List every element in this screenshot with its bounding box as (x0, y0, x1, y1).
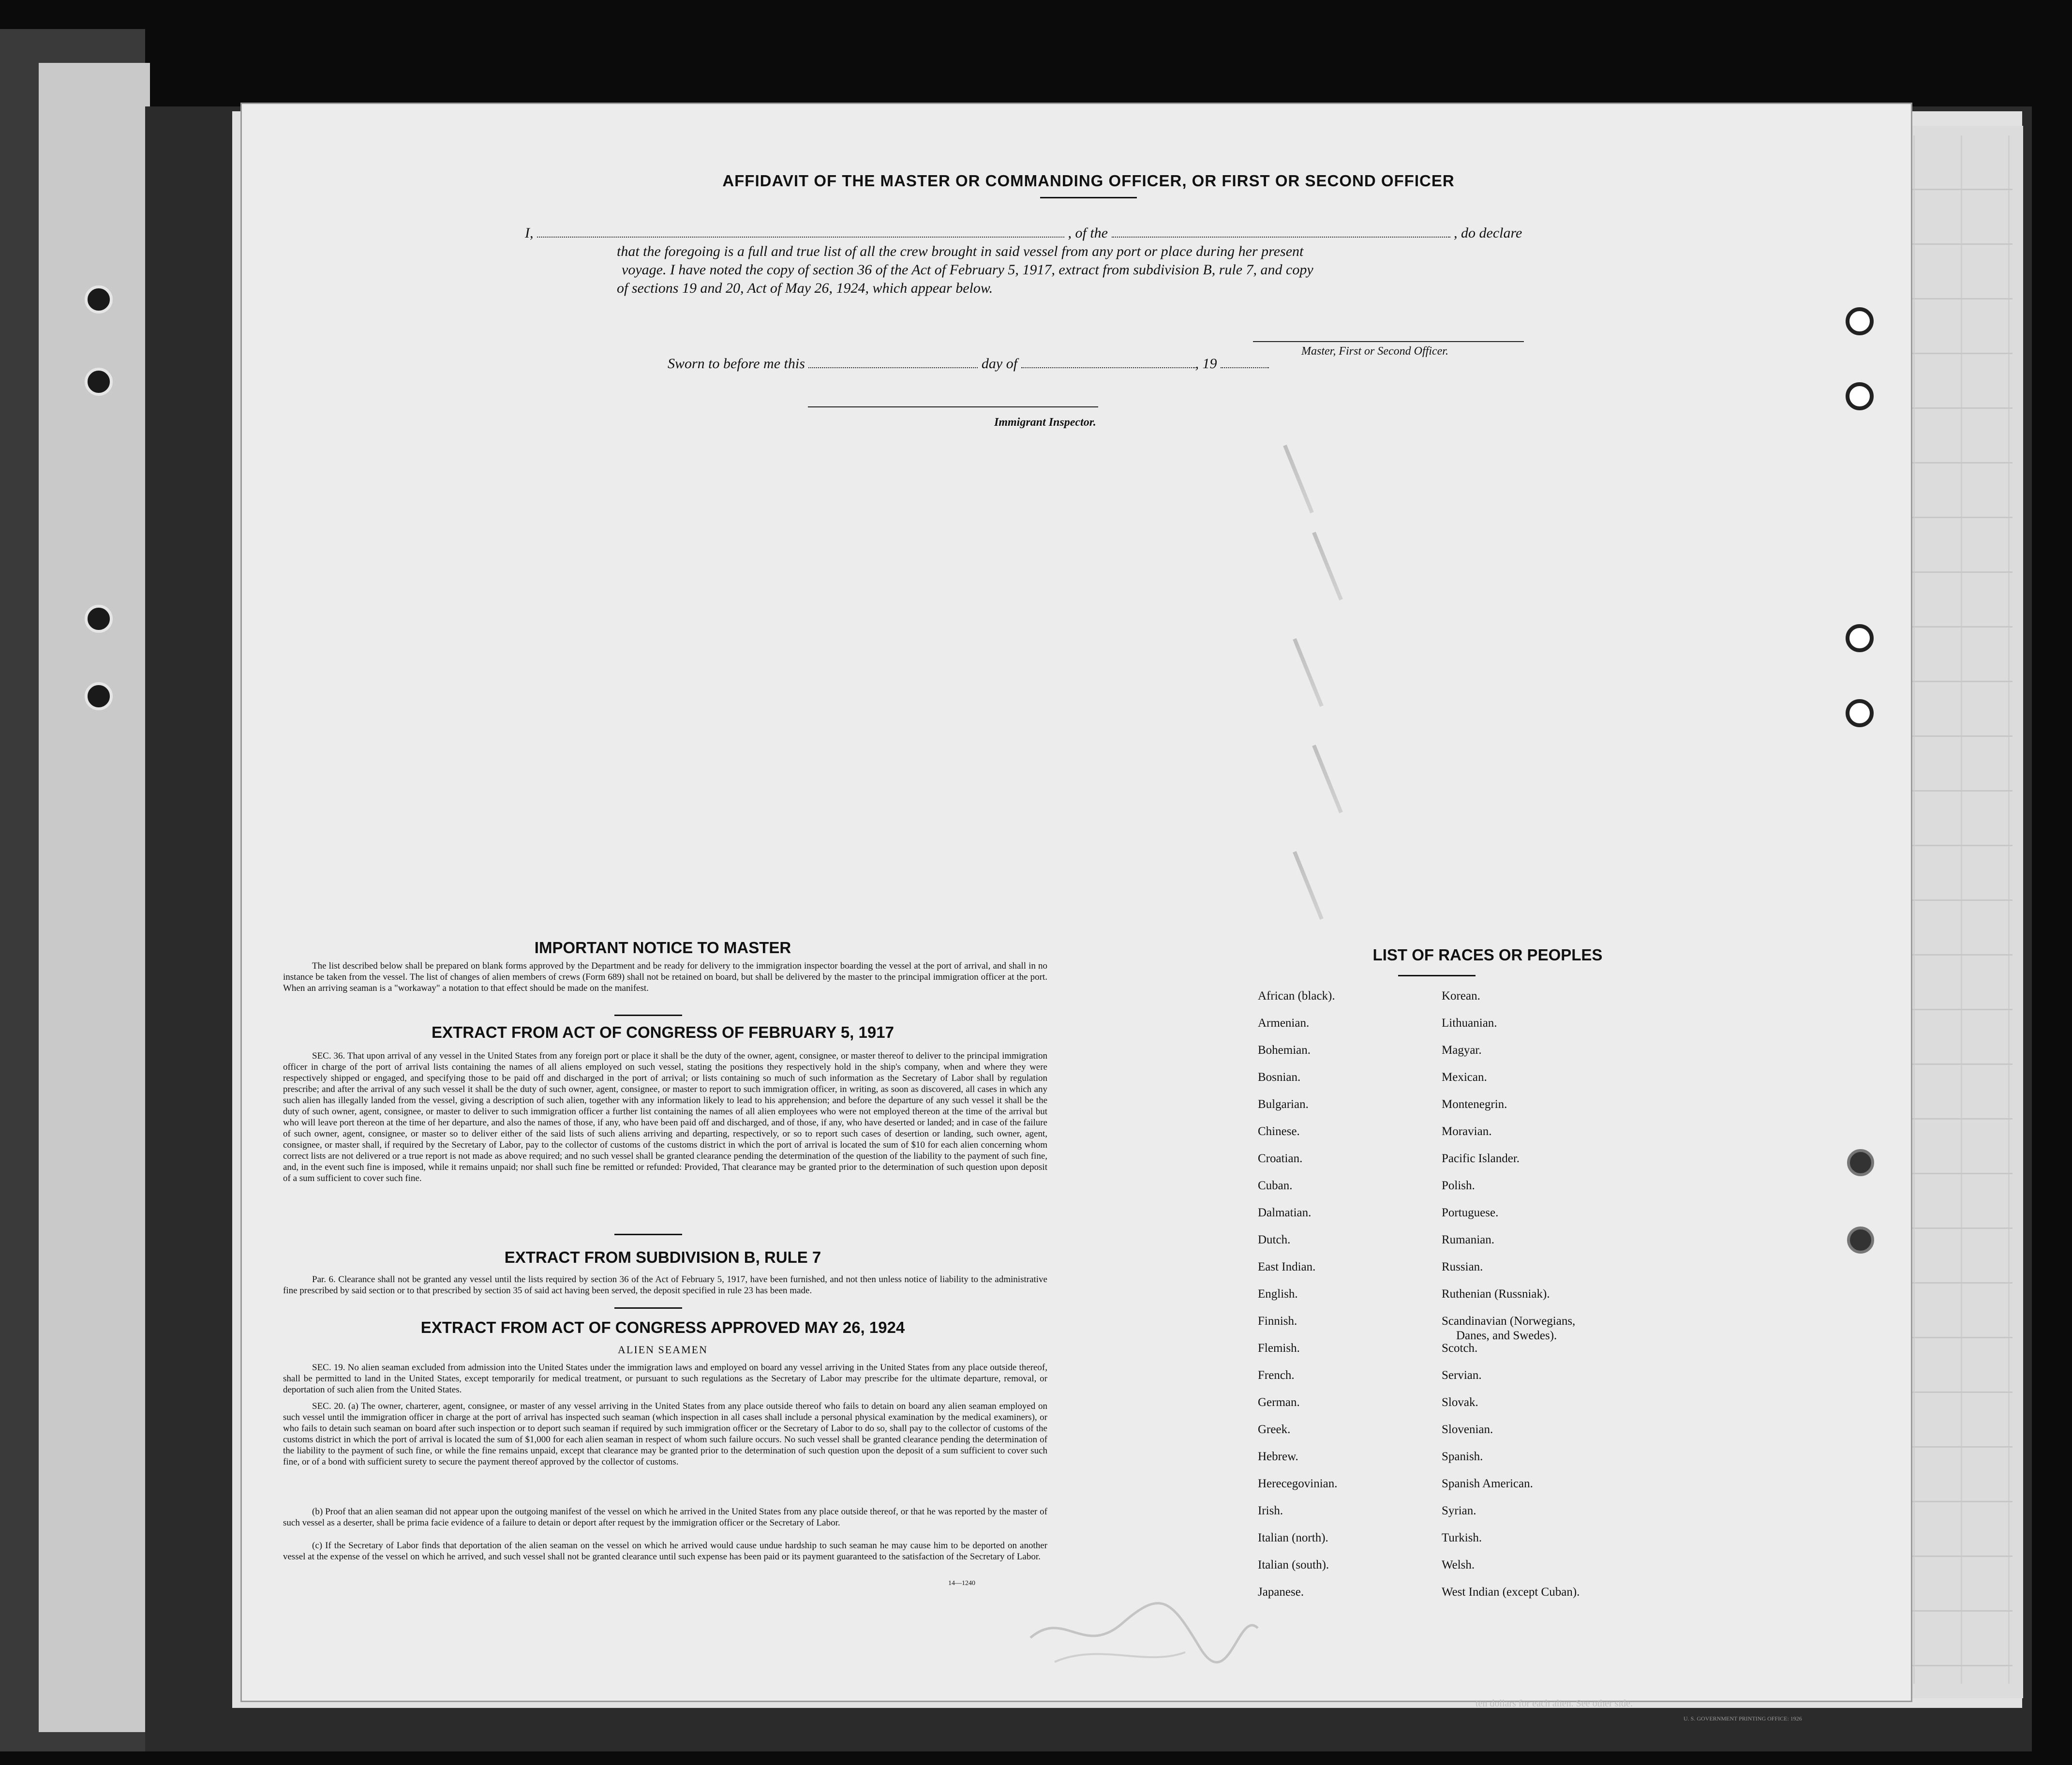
bleed-mark (1293, 638, 1324, 707)
race-item: Moravian. (1442, 1125, 1492, 1138)
vessel-prefix: , of the (1068, 225, 1108, 241)
under-sheet-note: ten dollars for each alien. See other side. (1476, 1698, 1633, 1709)
race-item: Italian (south). (1258, 1558, 1329, 1571)
race-item: Cuban. (1258, 1179, 1293, 1192)
race-item: Bulgarian. (1258, 1098, 1309, 1111)
race-item: Ruthenian (Russniak). (1442, 1287, 1550, 1301)
form-number: 14—1240 (948, 1580, 975, 1587)
affidavit-line-4: of sections 19 and 20, Act of May 26, 1924, which appear below. (617, 280, 993, 296)
race-item: Magyar. (1442, 1044, 1482, 1057)
declarant-prefix: I, (525, 225, 534, 241)
race-item: Dutch. (1258, 1233, 1291, 1246)
race-item: Irish. (1258, 1504, 1283, 1517)
race-item: Italian (north). (1258, 1531, 1328, 1544)
race-item: Danes, and Swedes). (1456, 1329, 1557, 1342)
extract-1917-title: EXTRACT FROM ACT OF CONGRESS OF FEBRUARY 5, 1917 (432, 1023, 894, 1041)
punch-hole-icon (1846, 307, 1874, 335)
bleed-mark (1312, 745, 1343, 813)
race-item: German. (1258, 1396, 1300, 1409)
bleed-mark (1312, 532, 1343, 600)
race-item: Turkish. (1442, 1531, 1482, 1544)
race-item: Lithuanian. (1442, 1017, 1497, 1030)
race-item: Slovak. (1442, 1396, 1478, 1409)
notice-title: IMPORTANT NOTICE TO MASTER (534, 939, 791, 957)
race-item: French. (1258, 1369, 1295, 1382)
punch-hole-icon (1846, 624, 1874, 652)
binder-ring-icon (85, 682, 113, 710)
race-item: Syrian. (1442, 1504, 1476, 1517)
title-rule (1040, 197, 1137, 198)
race-item: Armenian. (1258, 1017, 1310, 1030)
race-item: Spanish. (1442, 1450, 1483, 1463)
extract-rule7-body: Par. 6. Clearance shall not be granted any vessel until the lists required by section 36 of the Act of February 5, 1917, have been furnished, and not then unless notice of liability to the administrative fine prescribed by said section or to that prescribed by section 35 of said act having been served, the deposit specified in rule 23 has been made. (283, 1274, 1047, 1296)
sworn-prefix: Sworn to before me this (668, 356, 805, 372)
race-item: Korean. (1442, 989, 1480, 1002)
race-item: Chinese. (1258, 1125, 1300, 1138)
master-signature-label: Master, First or Second Officer. (1301, 345, 1448, 358)
race-item: Polish. (1442, 1179, 1475, 1192)
affidavit-line-1 (525, 225, 1807, 241)
notice-body: The list described below shall be prepared on blank forms approved by the Department and be ready for delivery to the immigration inspector boarding the vessel at the port of arrival, and shall in no instance be taken from the vessel. The list of changes of alien members of crews (Form 689) shall not be retained on board, but shall be delivered by the master to the principal immigration officer at the port. When an arriving seaman is a "workaway" a notation to that effect should be made on the manifest. (283, 961, 1047, 993)
sworn-day-label: day of (981, 356, 1018, 372)
race-item: Scotch. (1442, 1342, 1478, 1355)
race-item: Spanish American. (1442, 1477, 1533, 1490)
bleed-mark (1293, 851, 1324, 920)
extract-1924-sec20a: SEC. 20. (a) The owner, charterer, agent, consignee, or master of any vessel arriving in the United States from any place outside thereof who fails to detain on board any alien seaman employed on such vessel until the immigration officer in charge at the port of arrival has inspected such seaman (which inspection in all cases shall include a personal physical examination by the medical examiners), or who fails to detain such seaman on board after such inspection or to deport such seaman if required by such immigration officer or the Secretary of Labor to do so, shall pay to the collector of customs of the customs district in which the port of arrival is located the sum of $1,000 for each alien seaman in respect of whom such failure occurs. No such vessel shall be granted clearance pending the determination of the liability to the payment of such fine, or while the fine remains unpaid, except that clearance may be granted prior to the determination of such question upon the deposit of a sum sufficient to cover such fine, or of a bond with sufficient surety to secure the payment thereof approved by the collector of customs. (283, 1401, 1047, 1467)
race-item: Croatian. (1258, 1152, 1303, 1165)
inspector-label: Immigrant Inspector. (994, 416, 1096, 429)
pencil-scribble (1026, 1580, 1267, 1676)
punch-hole-icon (1846, 699, 1874, 727)
races-left-column (1258, 989, 1451, 1599)
race-item: Finnish. (1258, 1315, 1297, 1328)
race-item: Montenegrin. (1442, 1098, 1507, 1111)
extract-rule7-title: EXTRACT FROM SUBDIVISION B, RULE 7 (504, 1248, 821, 1266)
races-right-column (1442, 989, 1713, 1599)
sworn-line (668, 356, 1269, 372)
race-item: Bosnian. (1258, 1071, 1301, 1084)
extract-1924-subtitle: ALIEN SEAMEN (618, 1344, 708, 1356)
race-item: English. (1258, 1287, 1298, 1301)
affidavit-line-3: voyage. I have noted the copy of section 36 of the Act of February 5, 1917, extract from subdivision B, rule 7, and copy (622, 262, 1313, 278)
race-item: African (black). (1258, 989, 1335, 1002)
affidavit-page (242, 104, 1911, 1701)
affidavit-title: AFFIDAVIT OF THE MASTER OR COMMANDING OFFICER, OR FIRST OR SECOND OFFICER (722, 172, 1455, 190)
race-item: Scandinavian (Norwegians, (1442, 1315, 1576, 1328)
declare-suffix: , do declare (1454, 225, 1522, 241)
extract-1924-sec20b: (b) Proof that an alien seaman did not appear upon the outgoing manifest of the vessel on which he arrived in the United States from any place outside thereof, or that he was reported by the master of such vessel as a deserter, shall be prima facie evidence of a failure to detain or deport after request by the immigration officer or the Secretary of Labor. (283, 1507, 1047, 1528)
races-title: LIST OF RACES OR PEOPLES (1372, 946, 1603, 964)
race-item: Greek. (1258, 1423, 1291, 1436)
extract-1924-sec19: SEC. 19. No alien seaman excluded from admission into the United States under the immigration laws and employed on board any vessel arriving in the United States from any place outside thereof, shall be permitted to land in the United States, except temporarily for medical treatment, or pursuant to such regulations as the Secretary of Labor may prescribe for the ultimate departure, removal, or deportation of such alien from the United States. (283, 1362, 1047, 1395)
race-item: Servian. (1442, 1369, 1482, 1382)
extract-1917-body: SEC. 36. That upon arrival of any vessel in the United States from any foreign port or place it shall be the duty of the owner, agent, consignee, or master thereof to deliver to the principal immigration officer in charge of the port of arrival lists containing the names of all aliens employed on such vessel, stating the positions they respectively hold in the ship's company, when and where they were respectively shipped or engaged, and specifying those to be paid off and discharged in the port of arrival; or lists containing so much of such information as the Secretary of Labor shall by regulation prescribe; and after the arrival of any such vessel it shall be the duty of such owner, agent, consignee, or master to report to such immigration officer, in writing, as soon as discovered, all cases in which any such alien has illegally landed from the vessel, giving a description of such alien, together with any information likely to lead to his apprehension; and before the departure of any such vessel it shall be the duty of such owner, agent, consignee, or master to deliver to such immigration officer a further list containing the names of all alien employees who were not employed thereon at the time of the arrival but who will leave port thereon at the time of her departure, and also the names of those, if any, who have been paid off and discharged, and of those, if any, who have deserted or landed; and in case of the failure of such owner, agent, consignee, or master so to deliver either of the said lists of such aliens arriving and departing, respectively, or so to report such cases of desertion or landing, such owner, agent, consignee, or master shall, if required by the Secretary of Labor, pay to the collector of customs of the customs district in which the port of arrival is located the sum of $10 for each alien concerning whom correct lists are not delivered or a true report is not made as above required; and no such vessel shall be granted clearance pending the determination of the question of the liability to the payment of such fine, and, in the event such fine is imposed, while it remains unpaid; nor shall such fine be remitted or refunded: Provided, That clearance may be granted prior to the determination of such question upon deposit of a sum sufficient to cover such fine. (283, 1051, 1047, 1183)
race-item: Rumanian. (1442, 1233, 1495, 1246)
binder-ring-icon (85, 605, 113, 633)
race-item: Pacific Islander. (1442, 1152, 1520, 1165)
section-rule (614, 1307, 682, 1309)
binder-ring-icon (85, 368, 113, 396)
master-signature-field[interactable] (1253, 341, 1524, 342)
extract-1924-title: EXTRACT FROM ACT OF CONGRESS APPROVED MAY 26, 1924 (420, 1318, 905, 1336)
sworn-year-label: , 19 (1195, 356, 1217, 372)
race-item: Bohemian. (1258, 1044, 1311, 1057)
races-rule (1398, 975, 1476, 976)
race-item: Dalmatian. (1258, 1206, 1312, 1219)
race-item: Mexican. (1442, 1071, 1487, 1084)
race-item: Flemish. (1258, 1342, 1300, 1355)
race-item: West Indian (except Cuban). (1442, 1586, 1580, 1599)
race-item: Portuguese. (1442, 1206, 1499, 1219)
race-item: Russian. (1442, 1260, 1483, 1273)
section-rule (614, 1015, 682, 1016)
race-item: Slovenian. (1442, 1423, 1493, 1436)
punch-hole-icon (1847, 1227, 1874, 1254)
sworn-year-field[interactable] (1221, 367, 1269, 368)
punch-hole-icon (1847, 1149, 1874, 1176)
inspector-signature-field[interactable] (808, 406, 1098, 407)
race-item: Welsh. (1442, 1558, 1475, 1571)
affidavit-line-2: that the foregoing is a full and true list of all the crew brought in said vessel from any port or place during her present (617, 243, 1304, 259)
printer-note: U. S. GOVERNMENT PRINTING OFFICE: 1926 (1684, 1715, 1802, 1722)
race-item: Hebrew. (1258, 1450, 1298, 1463)
punch-hole-icon (1846, 382, 1874, 410)
sworn-day-field[interactable] (808, 367, 978, 368)
race-item: Herecegovinian. (1258, 1477, 1338, 1490)
declarant-name-field[interactable] (537, 237, 1064, 238)
sworn-month-field[interactable] (1021, 367, 1195, 368)
race-item: Japanese. (1258, 1586, 1304, 1599)
section-rule (614, 1234, 682, 1235)
race-item: East Indian. (1258, 1260, 1316, 1273)
extract-1924-sec20c: (c) If the Secretary of Labor finds that deportation of the alien seaman on the vessel on which he arrived would cause undue hardship to such seaman he may cause him to be deported on another vessel at the expense of the vessel on which he arrived, and such vessel shall not be granted clearance until such expense has been paid or its payment guaranteed to the satisfaction of the Secretary of Labor. (283, 1541, 1047, 1562)
bleed-mark (1283, 445, 1314, 513)
binder-ring-icon (85, 285, 113, 314)
vessel-name-field[interactable] (1112, 237, 1450, 238)
binder-page (39, 63, 150, 1732)
